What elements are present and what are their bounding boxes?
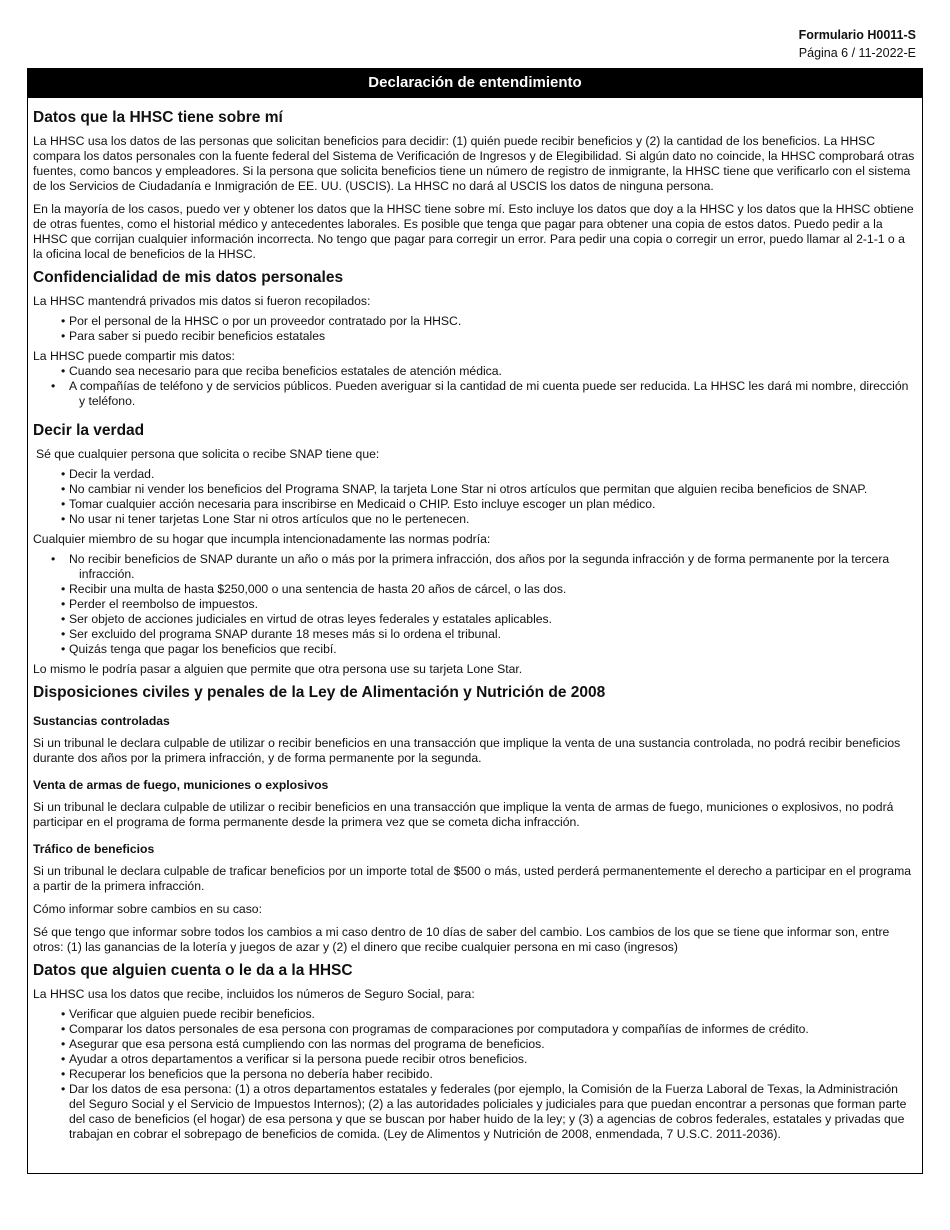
list-item: • Verificar que alguien puede recibir beneficios. (61, 1007, 915, 1022)
section-heading: Datos que alguien cuenta o le da a la HHSC (33, 962, 353, 979)
paragraph: Si un tribunal le declara culpable de utilizar o recibir beneficios en una transacción que implique la venta de una sustancia controlada, no podrá recibir beneficios durante dos años por la primera infracción, y de forma permanente por la segunda. (33, 736, 901, 765)
list-item: • Tomar cualquier acción necesaria para inscribirse en Medicaid o CHIP. Esto incluye escoger un plan médico. (61, 497, 915, 512)
paragraph: Lo mismo le podría pasar a alguien que permite que otra persona use su tarjeta Lone Star. (33, 662, 523, 676)
paragraph: Sé que tengo que informar sobre todos los cambios a mi caso dentro de 10 días de saber del cambio. Los cambios de los que se tiene que informar son, entre otros: (1) las ganancias de la lotería y juegos de azar y (2) el dinero que recibe cualquier persona en mi caso (ingresos) (33, 925, 890, 954)
list-item: • Decir la verdad. (61, 467, 915, 482)
list-item: • Ser objeto de acciones judiciales en virtud de otras leyes federales y estatales aplicables. (61, 612, 915, 627)
section-heading: Confidencialidad de mis datos personales (33, 269, 344, 286)
paragraph: En la mayoría de los casos, puedo ver y obtener los datos que la HHSC tiene sobre mí. Esto incluye los datos que doy a la HHSC y los datos que la HHSC obtiene de otras fuentes, como el historial médico y antecedentes laborales. Es posible que tenga que pagar para obtener una copia de estos datos. Puedo pedir a la HHSC que corrijan cualquier información incorrecta. No tengo que pagar para corregir un error. Para pedir una copia o corregir un error, puedo llamar al 2-1-1 o a la oficina local de beneficios de la HHSC. (33, 202, 914, 261)
paragraph: Si un tribunal le declara culpable de traficar beneficios por un importe total de $500 o más, usted perderá permanentemente el derecho a participar en el programa a partir de la primera infracción. (33, 864, 912, 893)
bullet-list (33, 364, 915, 409)
list-item: • Cuando sea necesario para que reciba beneficios estatales de atención médica. (61, 364, 915, 379)
subsection-heading: Venta de armas de fuego, municiones o explosivos (33, 778, 329, 792)
paragraph: La HHSC mantendrá privados mis datos si fueron recopilados: (33, 294, 371, 308)
paragraph: Cómo informar sobre cambios en su caso: (33, 902, 262, 916)
list-item: • Ser excluido del programa SNAP durante 18 meses más si lo ordena el tribunal. (61, 627, 915, 642)
section-heading: Decir la verdad (33, 422, 145, 439)
list-item: • Comparar los datos personales de esa persona con programas de comparaciones por computadora y compañías de informes de crédito. (61, 1022, 915, 1037)
subsection-heading: Tráfico de beneficios (33, 842, 155, 856)
list-item: • No cambiar ni vender los beneficios del Programa SNAP, la tarjeta Lone Star ni otros artículos que permitan que alguien reciba beneficios de SNAP. (61, 482, 915, 497)
list-item: • Recuperar los beneficios que la persona no debería haber recibido. (61, 1067, 915, 1082)
section-heading: Disposiciones civiles y penales de la Ley de Alimentación y Nutrición de 2008 (33, 684, 606, 701)
list-item: • Para saber si puedo recibir beneficios estatales (61, 329, 915, 344)
form-header (799, 27, 916, 61)
list-item: • No usar ni tener tarjetas Lone Star ni otros artículos que no le pertenecen. (61, 512, 915, 527)
paragraph: La HHSC usa los datos de las personas que solicitan beneficios para decidir: (1) quién puede recibir beneficios y (2) la cantidad de los beneficios. La HHSC compara los datos personales con la fuente federal del Sistema de Verificación de Ingresos y de Elegibilidad. Si algún dato no coincide, la HHSC comprobará otras fuentes, como bancos y empleadores. Si la persona que solicita beneficios tiene un número de registro de inmigrante, la HHSC tiene que verificarlo con el sistema de los Servicios de Ciudadanía e Inmigración de EE. UU. (USCIS). La HHSC no dará al USCIS los datos de ninguna persona. (33, 134, 915, 193)
list-item: • Ayudar a otros departamentos a verificar si la persona puede recibir otros beneficios. (61, 1052, 915, 1067)
list-item: • Perder el reembolso de impuestos. (61, 597, 915, 612)
paragraph: Cualquier miembro de su hogar que incumpla intencionadamente las normas podría: (33, 532, 491, 546)
list-item: • Recibir una multa de hasta $250,000 o una sentencia de hasta 20 años de cárcel, o las dos. (61, 582, 915, 597)
list-item: • Asegurar que esa persona está cumpliendo con las normas del programa de beneficios. (61, 1037, 915, 1052)
paragraph: La HHSC puede compartir mis datos: (33, 349, 235, 363)
paragraph: Si un tribunal le declara culpable de utilizar o recibir beneficios en una transacción que implique la venta de armas de fuego, municiones o explosivos, no podrá participar en el programa de forma permanente desde la primera vez que se cometa dicha infracción. (33, 800, 894, 829)
list-item: • No recibir beneficios de SNAP durante un año o más por la primera infracción, dos años por la segunda infracción y de forma permanente por la tercera infracción. (61, 552, 915, 582)
paragraph: Sé que cualquier persona que solicita o recibe SNAP tiene que: (36, 447, 380, 461)
document-content (28, 98, 922, 1142)
bullet-list (33, 552, 915, 657)
list-item: • Quizás tenga que pagar los beneficios que recibí. (61, 642, 915, 657)
bullet-list (33, 1007, 915, 1142)
section-heading: Datos que la HHSC tiene sobre mí (33, 109, 283, 126)
page-info: Página 6 / 11-2022-E (798, 46, 916, 60)
subsection-heading: Sustancias controladas (33, 714, 170, 728)
bullet-list (33, 314, 915, 344)
list-item: • A compañías de teléfono y de servicios públicos. Pueden averiguar si la cantidad de mi cuenta puede ser reducida. La HHSC les dará mi nombre, dirección y teléfono. (61, 379, 915, 409)
paragraph: La HHSC usa los datos que recibe, incluidos los números de Seguro Social, para: (33, 987, 475, 1001)
list-item: • Por el personal de la HHSC o por un proveedor contratado por la HHSC. (61, 314, 915, 329)
form-id: Formulario H0011-S (798, 28, 916, 42)
document-title: Declaración de entendimiento (28, 69, 922, 98)
document-box (27, 68, 923, 1174)
list-item: • Dar los datos de esa persona: (1) a otros departamentos estatales y federales (por ejemplo, la Comisión de la Fuerza Laboral de Texas, la Administración del Seguro Social y el Servicio de Impuestos Internos); (2) a las autoridades policiales y judiciales para que puedan encontrar a personas que forman parte del caso de beneficios (el hogar) de esa persona y que se buscan por haber huido de la ley; y (3) a agencias de cobros federales, estatales y privadas que trabajan en cobrar el sobrepago de beneficios de comida. (Ley de Alimentos y Nutrición de 2008, enmendada, 7 U.S.C. 2011-2036). (61, 1082, 915, 1142)
bullet-list (33, 467, 915, 527)
